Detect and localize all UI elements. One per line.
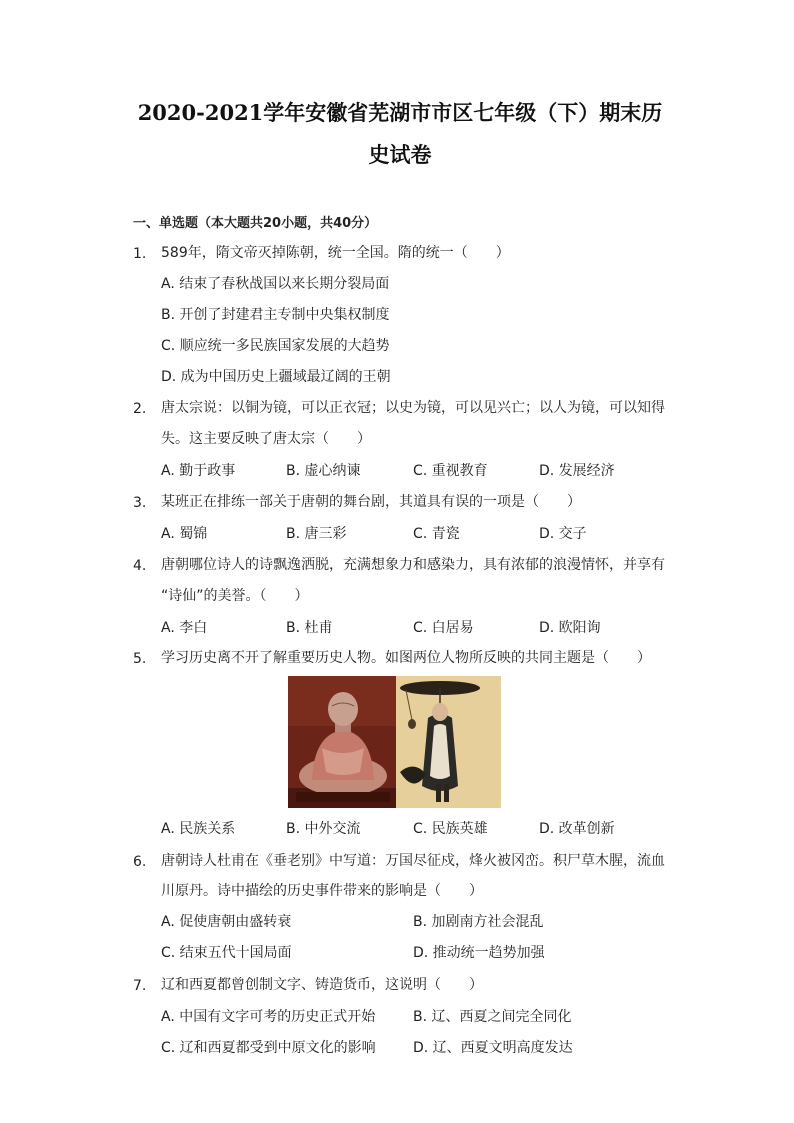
question-5-stem: 学习历史离不开了解重要历史人物。如图两位人物所反映的共同主题是（ ） [161,650,651,666]
question-4-stem-line-2: “诗仙”的美誉。（ ） [161,588,309,604]
question-7-option-b: B. 辽、西夏之间完全同化 [413,1009,572,1025]
question-2-option-a: A. 勤于政事 [161,463,236,479]
question-2-option-b: B. 虚心纳谏 [286,463,361,479]
question-3-number: 3. [133,495,147,511]
question-6-option-b: B. 加剧南方社会混乱 [413,914,544,930]
question-4-stem-line-1: 唐朝哪位诗人的诗飘逸洒脱，充满想象力和感染力，具有浓郁的浪漫情怀，并享有 [161,557,665,573]
question-4-option-b: B. 杜甫 [286,620,333,636]
question-4-option-d: D. 欧阳询 [539,620,601,636]
question-6-option-a: A. 促使唐朝由盛转衰 [161,914,292,930]
section-heading: 一、单选题（本大题共20小题，共40分） [133,216,378,231]
question-1-option-c: C. 顺应统一多民族国家发展的大趋势 [161,338,390,354]
question-2-stem-line-1: 唐太宗说：以铜为镜，可以正衣冠；以史为镜，可以见兴亡；以人为镜，可以知得 [161,400,665,416]
question-1-option-d: D. 成为中国历史上疆域最辽阔的王朝 [161,369,391,385]
question-3-option-c: C. 青瓷 [413,526,460,542]
question-7-option-d: D. 辽、西夏文明高度发达 [413,1040,573,1056]
question-6-option-d: D. 推动统一趋势加强 [413,945,545,961]
exam-title-line-1: 2020-2021学年安徽省芜湖市市区七年级（下）期末历 [137,100,663,125]
question-1-option-b: B. 开创了封建君主专制中央集权制度 [161,307,390,323]
question-2-stem-line-2: 失。这主要反映了唐太宗（ ） [161,431,371,447]
question-4-option-c: C. 白居易 [413,620,474,636]
question-3-option-b: B. 唐三彩 [286,526,347,542]
question-2-number: 2. [133,401,147,417]
question-5-option-b: B. 中外交流 [286,821,361,837]
question-5-option-a: A. 民族关系 [161,821,236,837]
question-1-option-a: A. 结束了春秋战国以来长期分裂局面 [161,276,390,292]
question-1-stem: 589年，隋文帝灭掉陈朝，统一全国。隋的统一（ ） [161,245,510,261]
question-6-number: 6. [133,854,147,870]
question-4-number: 4. [133,558,147,574]
question-3-option-a: A. 蜀锦 [161,526,208,542]
question-7-stem: 辽和西夏都曾创制文字、铸造货币，这说明（ ） [161,977,483,993]
question-7-option-a: A. 中国有文字可考的历史正式开始 [161,1009,376,1025]
question-6-option-c: C. 结束五代十国局面 [161,945,292,961]
question-5-option-c: C. 民族英雄 [413,821,488,837]
question-4-option-a: A. 李白 [161,620,208,636]
question-5-option-d: D. 改革创新 [539,821,615,837]
exam-title-line-2: 史试卷 [368,142,432,167]
question-6-stem-line-2: 川原丹。诗中描绘的历史事件带来的影响是（ ） [161,883,483,899]
question-3-option-d: D. 交子 [539,526,587,542]
question-5-figure [288,676,501,808]
question-1-number: 1. [133,246,147,262]
question-3-stem: 某班正在排练一部关于唐朝的舞台剧，其道具有误的一项是（ ） [161,494,581,510]
question-6-stem-line-1: 唐朝诗人杜甫在《垂老别》中写道：万国尽征戍，烽火被冈峦。积尸草木腥，流血 [161,853,665,869]
monk-statue-image [288,676,396,808]
question-5-number: 5. [133,651,147,667]
question-2-option-d: D. 发展经济 [539,463,615,479]
question-7-number: 7. [133,978,147,994]
envoy-figure-image [396,676,501,808]
question-7-option-c: C. 辽和西夏都受到中原文化的影响 [161,1040,376,1056]
question-2-option-c: C. 重视教育 [413,463,488,479]
